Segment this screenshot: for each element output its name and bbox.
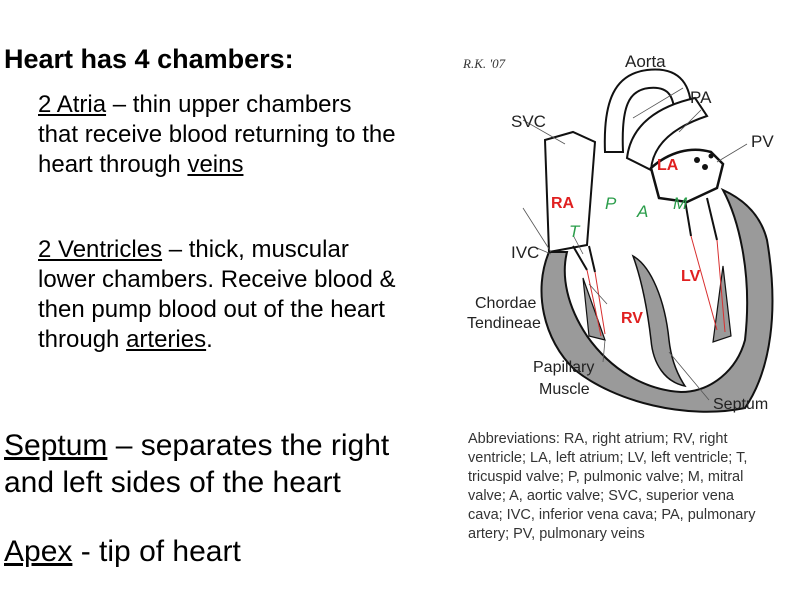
label-ivc: IVC	[511, 243, 540, 262]
ventricles-bullet	[38, 235, 396, 355]
pulmonary-vein-opening	[694, 157, 700, 163]
atria-line-2: that receive blood returning to the	[38, 121, 396, 148]
atria-line-1-rest: – thin upper chambers	[106, 91, 352, 118]
arteries-term: arteries	[126, 326, 207, 353]
apex-definition	[4, 533, 241, 570]
ventricles-line-2: lower chambers. Receive blood &	[38, 266, 396, 293]
papillary-muscle-right	[583, 278, 605, 340]
tricuspid-valve	[573, 246, 595, 272]
ventricles-line-3: then pump blood out of the heart	[38, 296, 385, 323]
pulmonary-vein-opening	[709, 154, 714, 159]
label-septum: Septum	[713, 396, 769, 413]
abbreviations-legend	[468, 430, 796, 544]
label-a: A	[637, 202, 649, 221]
septum-line-1-rest: – separates the right	[107, 429, 390, 462]
abbreviations-line: valve; A, aortic valve; SVC, superior vena	[468, 488, 734, 504]
septum-term: Septum	[4, 429, 108, 462]
label-svc: SVC	[511, 112, 546, 131]
veins-term: veins	[187, 151, 244, 178]
label-tendineae: Tendineae	[467, 315, 541, 332]
atria-line-3	[38, 150, 396, 180]
abbreviations-line: Abbreviations: RA, right atrium; RV, right	[468, 431, 728, 447]
label-rv: RV	[621, 310, 643, 327]
septum-line-2: and left sides of the heart	[4, 466, 341, 499]
abbreviations-line: artery; PV, pulmonary veins	[468, 526, 645, 542]
apex-rest: - tip of heart	[72, 535, 241, 568]
atria-line-3-prefix: heart through	[38, 151, 188, 178]
label-papillary: Papillary	[533, 359, 595, 376]
papillary-muscle-left	[713, 266, 731, 342]
label-aorta: Aorta	[625, 52, 666, 71]
pulmonary-vein-opening	[702, 164, 708, 170]
label-pa: PA	[690, 88, 712, 107]
label-lv: LV	[681, 268, 701, 285]
label-muscle: Muscle	[539, 381, 590, 398]
apex-term: Apex	[4, 535, 73, 568]
ventricles-line-4-suffix: .	[206, 326, 213, 353]
mitral-valve	[685, 198, 717, 240]
artist-signature: R.K. '07	[463, 56, 506, 71]
abbreviations-line: ventricle; LA, left atrium; LV, left ventricle; T,	[468, 450, 748, 466]
label-pv: PV	[751, 132, 774, 151]
septum-definition	[4, 427, 389, 501]
ventricles-line-1-rest: – thick, muscular	[162, 236, 349, 263]
slide-title: Heart has 4 chambers:	[4, 44, 294, 74]
label-m: M	[673, 194, 688, 213]
septum-line-1	[4, 427, 389, 464]
atria-term: 2 Atria	[38, 91, 107, 118]
label-la: LA	[657, 157, 679, 174]
ventricles-term: 2 Ventricles	[38, 236, 163, 263]
abbreviations-line: cava; IVC, inferior vena cava; PA, pulmonary	[468, 507, 756, 523]
abbreviations-line: tricuspid valve; P, pulmonic valve; M, mitral	[468, 469, 744, 485]
label-chordae: Chordae	[475, 295, 537, 312]
ventricles-line-4-prefix: through	[38, 326, 127, 353]
ventricles-line-1	[38, 235, 396, 265]
label-ra: RA	[551, 195, 575, 212]
heart-diagram	[455, 40, 800, 435]
label-t: T	[569, 222, 580, 241]
atria-line-1	[38, 90, 396, 120]
label-p: P	[605, 194, 617, 213]
ventricles-line-4	[38, 325, 396, 355]
atria-bullet	[38, 90, 396, 180]
